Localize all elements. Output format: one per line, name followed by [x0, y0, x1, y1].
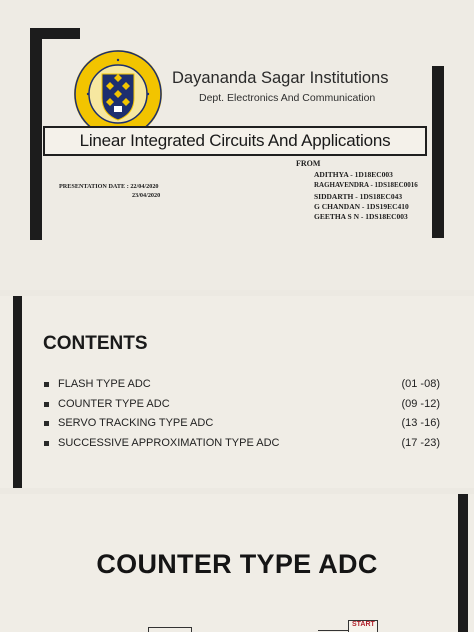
counter-adc-slide[interactable] [0, 494, 474, 632]
diagram-block [148, 627, 192, 632]
list-item-label: COUNTER TYPE ADC [58, 397, 170, 410]
slide-heading: COUNTER TYPE ADC [96, 549, 378, 579]
list-item-pages: (01 -08) [401, 378, 440, 390]
list-item-label: SUCCESSIVE APPROXIMATION TYPE ADC [58, 436, 280, 449]
start-label: START [352, 621, 375, 628]
member-name: ADITHYA - 1D18EC003 [314, 170, 393, 179]
presentation-title-box [43, 126, 427, 156]
decor-bar-left [13, 296, 22, 488]
presentation-title: Linear Integrated Circuits And Applications [79, 131, 391, 150]
list-item-label: FLASH TYPE ADC [58, 378, 151, 390]
list-item [44, 398, 440, 418]
contents-list [44, 378, 440, 456]
member-name: GEETHA S N - 1DS18EC003 [314, 212, 408, 221]
decor-bar-right [432, 66, 444, 238]
list-item-label: SERVO TRACKING TYPE ADC [58, 417, 214, 429]
decor-bar-left [30, 28, 42, 240]
decor-bar-top [30, 28, 80, 39]
contents-heading: CONTENTS [43, 333, 148, 354]
bullet-icon [44, 402, 49, 407]
list-item [44, 378, 440, 398]
bullet-icon [44, 421, 49, 426]
list-item [44, 437, 440, 457]
list-item-pages: (13 -16) [401, 417, 440, 429]
member-name: G CHANDAN - 1DS19EC410 [314, 202, 409, 211]
from-label: FROM [296, 159, 321, 168]
list-item-pages: (17 -23) [401, 436, 440, 449]
contents-slide[interactable] [0, 296, 474, 488]
list-item-pages: (09 -12) [401, 397, 440, 410]
presentation-date-second: 23/04/2020 [132, 192, 161, 199]
member-name: RAGHAVENDRA - 1DS18EC0016 [314, 181, 418, 189]
department-name: Dept. Electronics And Communication [199, 92, 376, 104]
member-name: SIDDARTH - 1DS18EC043 [314, 192, 403, 201]
presentation-date: PRESENTATION DATE : 22/04/2020 [59, 183, 159, 190]
institution-name: Dayananda Sagar Institutions [172, 69, 389, 87]
bullet-icon [44, 441, 49, 446]
list-item [44, 417, 440, 437]
title-slide[interactable] [0, 0, 474, 290]
bullet-icon [44, 382, 49, 387]
diagram-arrow [318, 630, 348, 631]
